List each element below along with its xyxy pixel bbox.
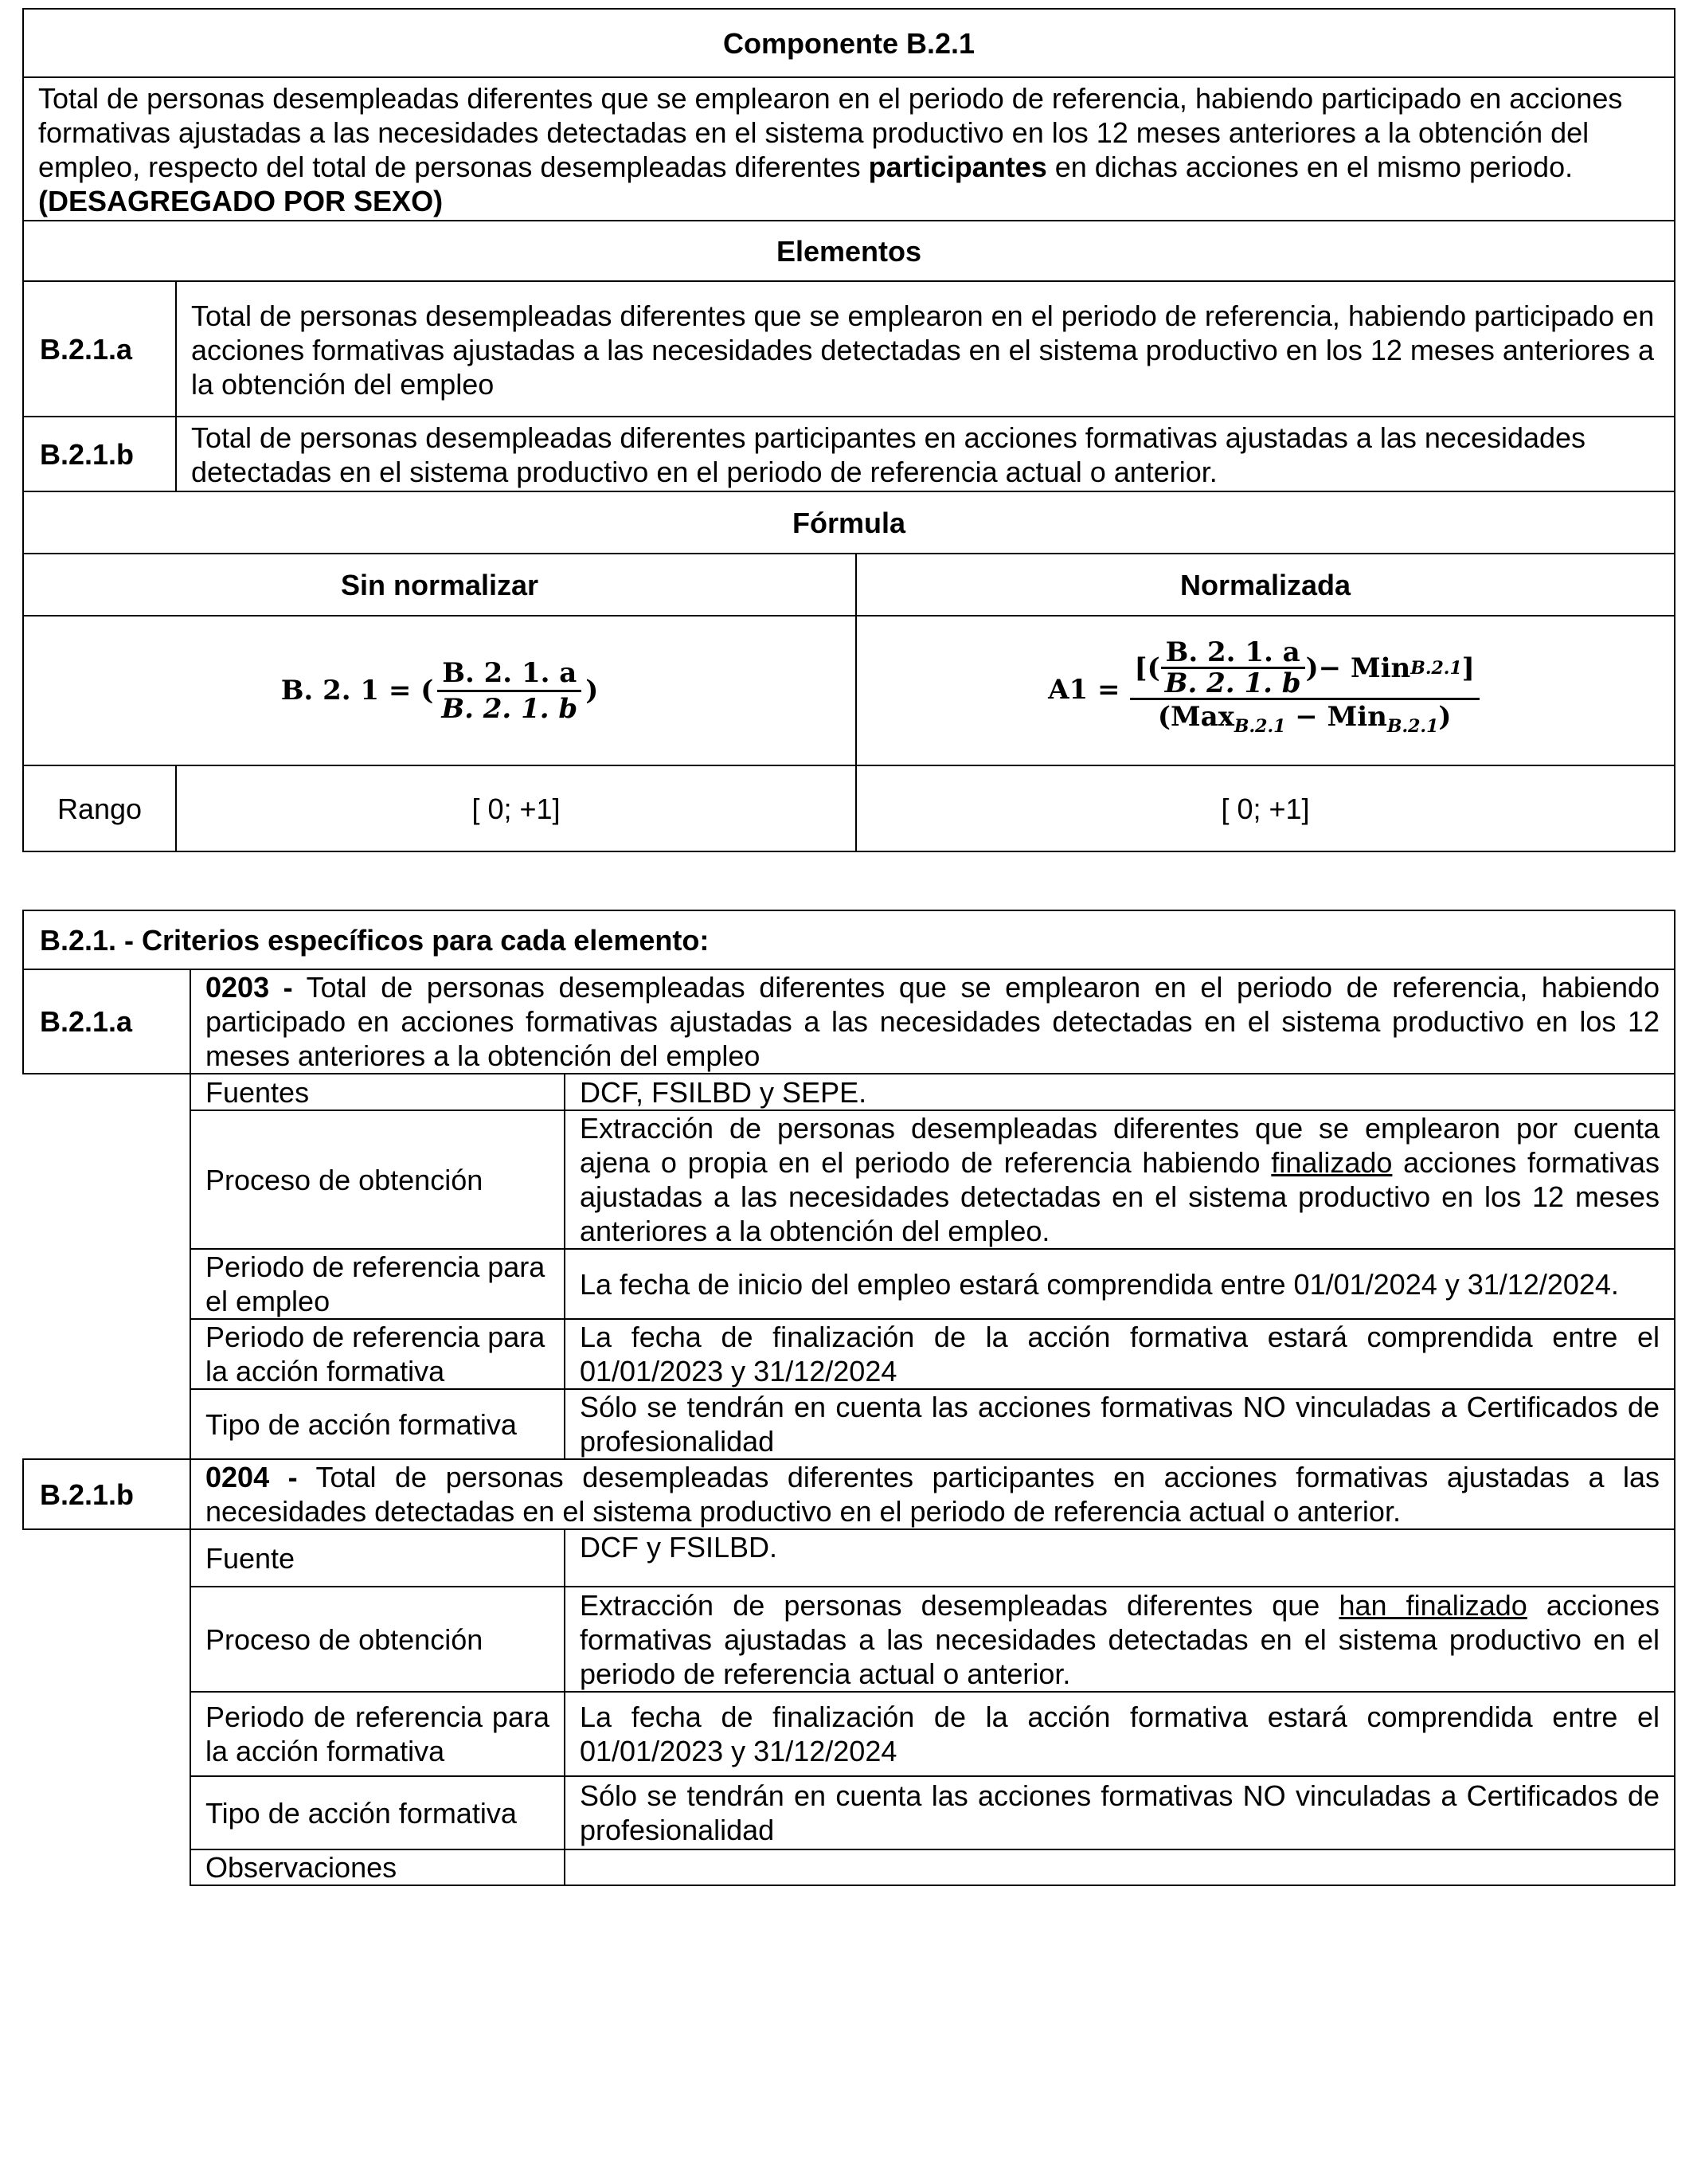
observaciones-label: Observaciones: [190, 1849, 565, 1885]
range-raw: [ 0; +1]: [176, 765, 856, 851]
tipo-label: Tipo de acción formativa: [190, 1776, 565, 1849]
fuentes-label: Fuentes: [190, 1074, 565, 1110]
element-code: B.2.1.a: [23, 281, 176, 417]
criteria-text-b: 0204 - Total de personas desempleadas diferentes participantes en acciones formativas ajustadas a las necesidades detectadas en el sistema productivo en el periodo de referencia actual o anterior.: [190, 1459, 1675, 1529]
document-page: [22, 8, 1674, 1886]
element-code: B.2.1.b: [23, 417, 176, 491]
proceso-label: Proceso de obtención: [190, 1110, 565, 1249]
element-row: [23, 417, 1675, 491]
criteria-element-row: [23, 1459, 1675, 1529]
periodo-empleo-value: La fecha de inicio del empleo estará comprendida entre 01/01/2024 y 31/12/2024.: [565, 1249, 1675, 1319]
range-normalized: [ 0; +1]: [856, 765, 1675, 851]
element-text: Total de personas desempleadas diferentes que se emplearon en el periodo de referencia, habiendo participado en acciones formativas ajustadas a las necesidades detectadas en el sistema productivo en los 12 meses anteriores a la obtención del empleo: [176, 281, 1675, 417]
fuente-value: DCF y FSILBD.: [565, 1529, 1675, 1587]
formula-col-raw: Sin normalizar: [23, 554, 856, 616]
element-row: [23, 281, 1675, 417]
periodo-accion-value: La fecha de finalización de la acción formativa estará comprendida entre el 01/01/2023 y 31/12/2024: [565, 1692, 1675, 1776]
criteria-code-b: B.2.1.b: [23, 1459, 190, 1529]
fuente-label: Fuente: [190, 1529, 565, 1587]
proceso-value: Extracción de personas desempleadas diferentes que se emplearon por cuenta ajena o propia en el periodo de referencia habiendo finalizado acciones formativas ajustadas a las necesidades detectadas en el sistema productivo en los 12 meses anteriores a la obtención del empleo.: [565, 1110, 1675, 1249]
elements-heading: Elementos: [23, 221, 1675, 281]
tipo-label: Tipo de acción formativa: [190, 1389, 565, 1459]
component-title: Componente B.2.1: [23, 9, 1675, 77]
formula-raw: B. 2. 1 = ( $\frac{B. 2. 1. a}{B. 2. 1. b}$ ): [280, 656, 599, 725]
formula-normalized-cell: [856, 616, 1675, 765]
criteria-element-row: [23, 969, 1675, 1074]
observaciones-value: [565, 1849, 1675, 1885]
tipo-value: Sólo se tendrán en cuenta las acciones formativas NO vinculadas a Certificados de profesionalidad: [565, 1776, 1675, 1849]
range-label: Rango: [23, 765, 176, 851]
formula-normalized: A1 = [( $\frac{B. 2. 1. a}{B. 2. 1. b}$ )− Min B.2.1 ] (Max$_{B.2.1}$ − Min$_{B.2.1}$): [1048, 640, 1483, 742]
formula-heading: Fórmula: [23, 491, 1675, 554]
formula-raw-cell: [23, 616, 856, 765]
component-table: [22, 8, 1675, 852]
periodo-accion-label: Periodo de referencia para la acción formativa: [190, 1692, 565, 1776]
criteria-table: [22, 910, 1675, 1886]
criteria-text-a: 0203 - Total de personas desempleadas diferentes que se emplearon en el periodo de referencia, habiendo participado en acciones formativas ajustadas a las necesidades detectadas en el sistema productivo en los 12 meses anteriores a la obtención del empleo: [190, 969, 1675, 1074]
tipo-value: Sólo se tendrán en cuenta las acciones formativas NO vinculadas a Certificados de profesionalidad: [565, 1389, 1675, 1459]
component-description: Total de personas desempleadas diferentes que se emplearon en el periodo de referencia, habiendo participado en acciones formativas ajustadas a las necesidades detectadas en el sistema productivo en los 12 meses anteriores a la obtención del empleo, respecto del total de personas desempleadas diferentes participantes en dichas acciones en el mismo periodo. (DESAGREGADO POR SEXO): [23, 77, 1675, 221]
criteria-code-a: B.2.1.a: [23, 969, 190, 1074]
periodo-empleo-label: Periodo de referencia para el empleo: [190, 1249, 565, 1319]
element-text: Total de personas desempleadas diferentes participantes en acciones formativas ajustadas a las necesidades detectadas en el sistema productivo en el periodo de referencia actual o anterior.: [176, 417, 1675, 491]
periodo-accion-label: Periodo de referencia para la acción formativa: [190, 1319, 565, 1389]
criteria-heading: B.2.1. - Criterios específicos para cada elemento:: [23, 910, 1675, 969]
proceso-label: Proceso de obtención: [190, 1587, 565, 1692]
fuentes-value: DCF, FSILBD y SEPE.: [565, 1074, 1675, 1110]
proceso-value: Extracción de personas desempleadas diferentes que han finalizado acciones formativas ajustadas a las necesidades detectadas en el sistema productivo en el periodo de referencia actual o anterior.: [565, 1587, 1675, 1692]
formula-col-normalized: Normalizada: [856, 554, 1675, 616]
periodo-accion-value: La fecha de finalización de la acción formativa estará comprendida entre el 01/01/2023 y 31/12/2024: [565, 1319, 1675, 1389]
